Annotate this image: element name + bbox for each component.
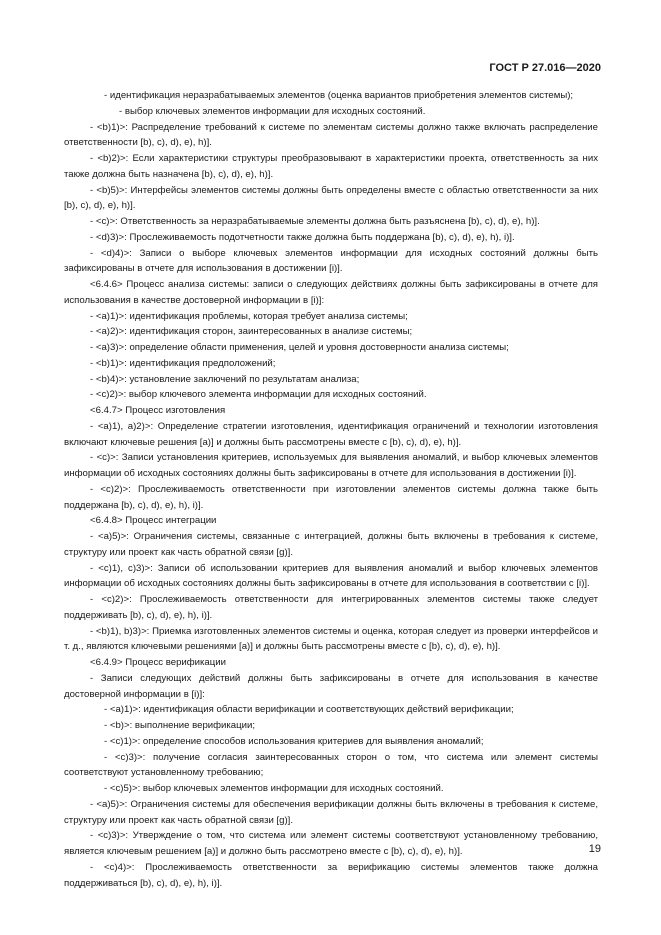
paragraph: - <a)5)>: Ограничения системы, связанные с интеграцией, должны быть включены в требования к системе, структуру или проект как часть обратной связи [g)]. <box>64 531 598 558</box>
paragraph: - <c)1)>: определение способов использования критериев для выявления аномалий; <box>104 735 484 747</box>
paragraph: - <d)4)>: Записи о выборе ключевых элементов информации для исходных состояний должны быть зафиксированы в отчете для использования в достижении [i)]. <box>64 247 598 275</box>
paragraph: - идентификация неразрабатываемых элементов (оценка вариантов приобретения элементов системы); <box>104 90 574 101</box>
paragraph: <6.4.7> Процесс изготовления <box>90 405 226 416</box>
paragraph: - <b)1)>: идентификация предположений; <box>90 357 276 369</box>
paragraph: - <a)1), a)2)>: Определение стратегии изготовления, идентификация ограничений и технологии изготовления включают ключевые решения [a)] и должны быть рассмотрены вместе с [b), c), d), e), h)]. <box>64 420 598 448</box>
paragraph: - <c)>: Ответственность за неразрабатываемые элементы должна быть разъяснена [b), c), d), e), h)]. <box>90 216 540 227</box>
paragraph: - <c)>: Записи установления критериев, используемых для выявления аномалий, и выбор ключевых элементов информации об исходных состояниях должны быть зафиксированы в отчете для использования в достижении [i)]. <box>64 452 598 479</box>
paragraph: - <a)1)>: идентификация области верификации и соответствующих действий верификации; <box>104 704 514 716</box>
paragraph: <6.4.8> Процесс интеграции <box>90 515 217 527</box>
paragraph: - <c)4)>: Прослеживаемость ответственности за верификацию системы элементов также должна поддерживаться [b), c), d), e), h), i)]. <box>64 861 598 889</box>
paragraph: - Записи следующих действий должны быть зафиксированы в отчете для использования в качестве достоверной информации в [i)]: <box>64 672 598 700</box>
paragraph: - <b)1)>: Распределение требований к системе по элементам системы должно также включать распределение ответственности [b), c), d), e), h)]. <box>64 121 598 149</box>
document-body <box>64 88 598 891</box>
paragraph: - <a)1)>: идентификация проблемы, которая требует анализа системы; <box>90 310 408 322</box>
page-number: 19 <box>588 843 601 855</box>
paragraph: - <b)1), b)3)>: Приемка изготовленных элементов системы и оценка, которая следует из проверки интерфейсов и т. д., являются ключевыми решениями [a)] и должны быть рассмотрены вместе с [b), c), d), e), h)]. <box>64 625 598 653</box>
paragraph: - <b)>: выполнение верификации; <box>104 720 256 731</box>
paragraph: <6.4.6> Процесс анализа системы: записи о следующих действиях должны быть зафиксированы в отчете для использования в качестве достоверной информации в [i)]: <box>64 279 598 306</box>
paragraph: - <a)2)>: идентификация сторон, заинтересованных в анализе системы; <box>90 326 413 338</box>
paragraph: - <b)5)>: Интерфейсы элементов системы должны быть определены вместе с областью ответственности за них [b), c), d), e), h)]. <box>64 184 598 212</box>
paragraph: - <c)1), c)3)>: Записи об использовании критериев для выявления аномалий и выбор ключевых элементов информации об исходных состояниях должны быть зафиксированы в отчете для использования в соответствии с [i)]. <box>64 562 598 590</box>
paragraph: - <d)3)>: Прослеживаемость подотчетности также должна быть поддержана [b), c), d), e), h), i)]. <box>90 231 515 243</box>
paragraph: - <c)2)>: выбор ключевого элемента информации для исходных состояний. <box>90 389 427 401</box>
paragraph: - выбор ключевых элементов информации для исходных состояний. <box>119 105 426 117</box>
document-header: ГОСТ Р 27.016—2020 <box>489 62 601 74</box>
paragraph: - <a)5)>: Ограничения системы для обеспечения верификации должны быть включены в требования к системе, структуру или проект как часть обратной связи [g)]. <box>64 798 598 826</box>
paragraph: - <c)5)>: выбор ключевых элементов информации для исходных состояний. <box>104 783 444 794</box>
paragraph: - <b)4)>: установление заключений по результатам анализа; <box>90 373 360 385</box>
paragraph: - <c)3)>: получение согласия заинтересованных сторон о том, что система или элемент системы соответствуют установленному требованию; <box>64 751 598 779</box>
paragraph: - <a)3)>: определение области применения, целей и уровня достоверности анализа системы; <box>90 342 509 353</box>
paragraph: - <c)3)>: Утверждение о том, что система или элемент системы соответствуют установленному требованию, является ключевым решением [a)] и должно быть рассмотрено вместе с [b), c), d), e), h)]. <box>64 830 598 857</box>
paragraph: - <c)2)>: Прослеживаемость ответственности при изготовлении элементов системы должна также быть поддержана [b), c), d), e), h), i)]. <box>64 483 598 511</box>
paragraph: - <c)2)>: Прослеживаемость ответственности для интегрированных элементов системы также следует поддерживать [b), c), d), e), h), i)]. <box>64 594 598 621</box>
paragraph: - <b)2)>: Если характеристики структуры преобразовывают в характеристики проекта, ответственность за них также должна быть назначена [b), c), d), e), h)]. <box>64 153 598 180</box>
paragraph: <6.4.9> Процесс верификации <box>90 657 226 668</box>
